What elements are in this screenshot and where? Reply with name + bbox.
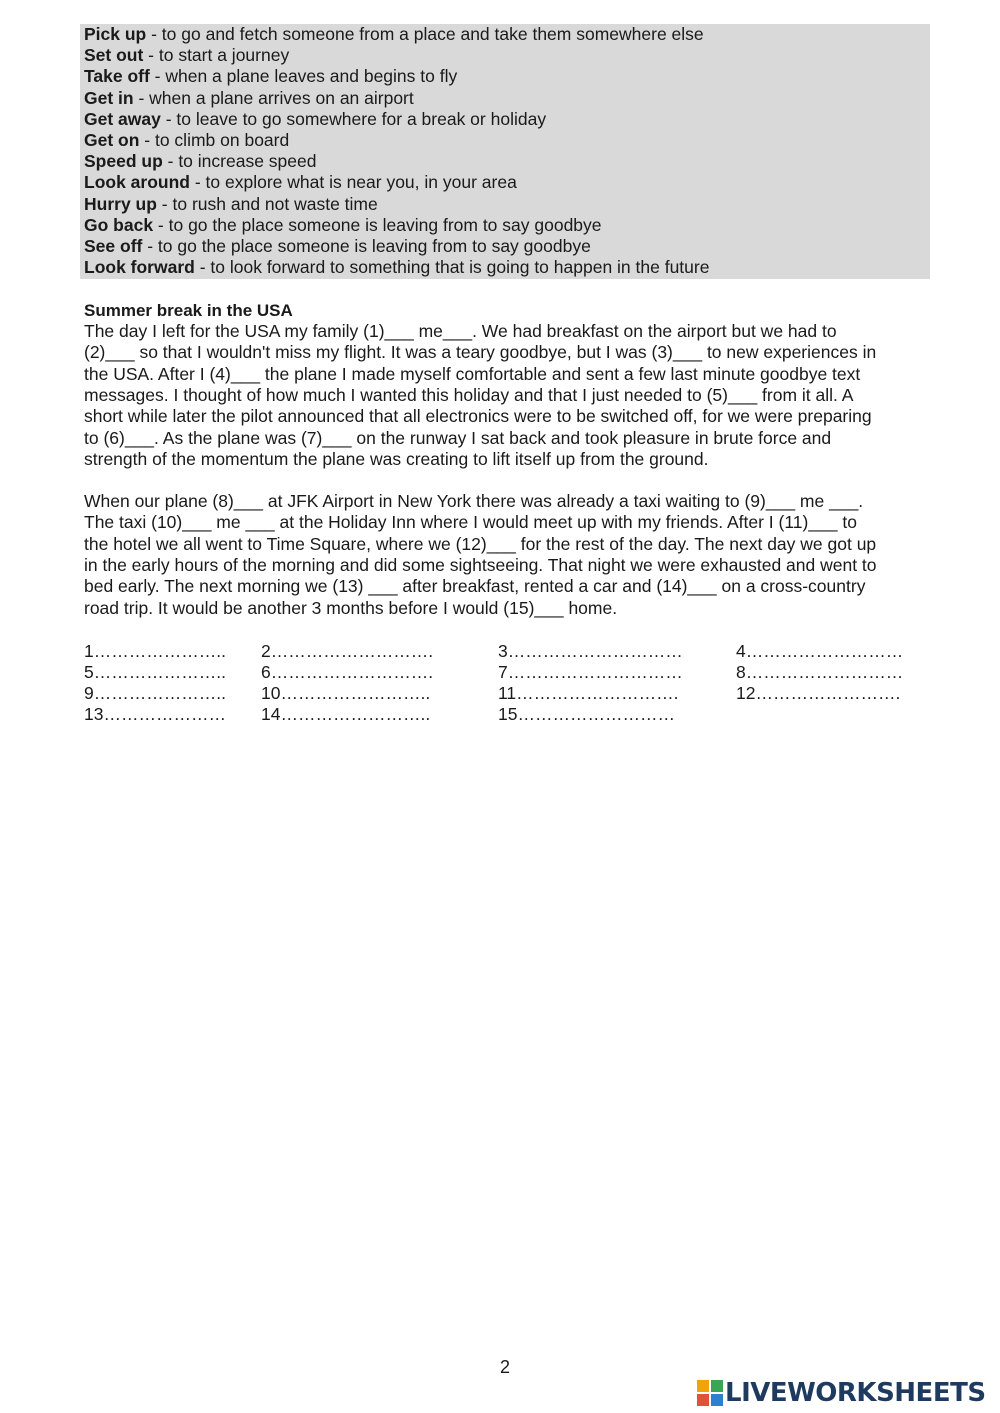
glossary-definition: - to go the place someone is leaving from to say goodbye	[153, 214, 602, 235]
glossary-term: Go back	[84, 214, 154, 235]
glossary-definition: - to look forward to something that is going to happen in the future	[194, 257, 710, 278]
glossary-definition: - to go the place someone is leaving from to say goodbye	[142, 236, 591, 256]
glossary-definition: - to go and fetch someone from a place and take them somewhere else	[146, 24, 704, 44]
answer-blank-14[interactable]: 14……………………..	[261, 704, 431, 724]
answer-blank-12[interactable]: 12…………………….	[736, 683, 901, 703]
glossary-item-go-back	[84, 215, 602, 236]
answer-blank-8[interactable]: 8………………………	[736, 662, 904, 682]
glossary-term: Pick up	[84, 24, 147, 44]
story-line: messages. I thought of how much I wanted this holiday and that I just needed to (5)___ from it all. A	[84, 384, 854, 405]
liveworksheets-logo[interactable]	[697, 1377, 986, 1409]
glossary-item-hurry-up	[84, 194, 378, 215]
glossary-item-speed-up	[84, 151, 316, 172]
answer-blank-2[interactable]: 2……………………….	[261, 641, 434, 661]
glossary-term: Get on	[84, 130, 140, 150]
glossary-definition: - to leave to go somewhere for a break or holiday	[160, 108, 547, 129]
logo-tile	[697, 1380, 709, 1392]
answer-blank-10[interactable]: 10……………………..	[261, 683, 431, 703]
answer-blank-15[interactable]: 15………………………	[498, 704, 675, 724]
glossary-term: Hurry up	[84, 193, 157, 214]
glossary-item-look-forward	[84, 257, 709, 278]
glossary-definition: - to increase speed	[162, 151, 317, 172]
answer-blank-6[interactable]: 6……………………….	[261, 662, 434, 682]
story-line: strength of the momentum the plane was creating to lift itself up from the ground.	[84, 448, 709, 469]
answer-blank-13[interactable]: 13…………………	[84, 704, 226, 724]
story-title: Summer break in the USA	[84, 301, 293, 320]
glossary-definition: - to explore what is near you, in your area	[189, 172, 517, 193]
answer-blank-4[interactable]: 4………………………	[736, 641, 904, 661]
glossary-term: Speed up	[84, 151, 163, 172]
story-line: in the early hours of the morning and did some sightseeing. That night we were exhausted and went to	[84, 554, 877, 575]
glossary-item-look-around	[84, 172, 517, 193]
answer-blank-9[interactable]: 9…………………..	[84, 683, 226, 703]
page-number: 2	[499, 1357, 510, 1377]
glossary-item-get-in	[84, 88, 414, 109]
story-line: The day I left for the USA my family (1)___ me___. We had breakfast on the airport but we had to	[84, 321, 837, 341]
logo-tile	[697, 1394, 709, 1406]
glossary-item-pick-up	[84, 24, 704, 45]
story-line: When our plane (8)___ at JFK Airport in New York there was already a taxi waiting to (9)___ me ___.	[84, 491, 864, 511]
glossary-term: See off	[84, 236, 143, 256]
answer-blank-1[interactable]: 1…………………..	[84, 641, 226, 661]
glossary-term: Get away	[84, 108, 161, 129]
answer-blank-11[interactable]: 11……………………….	[498, 683, 679, 703]
glossary-definition: - to rush and not waste time	[156, 193, 378, 214]
answer-blank-5[interactable]: 5…………………..	[84, 662, 226, 682]
glossary-term: Get in	[84, 87, 134, 108]
liveworksheets-logo-icon	[697, 1380, 723, 1406]
story-line: road trip. It would be another 3 months before I would (15)___ home.	[84, 597, 618, 618]
glossary-definition: - to start a journey	[143, 45, 290, 66]
glossary-item-see-off	[84, 236, 591, 257]
answer-blank-7[interactable]: 7…………………………	[498, 662, 683, 682]
story-line: the USA. After I (4)___ the plane I made myself comfortable and sent a few last minute goodbye text	[84, 363, 861, 384]
story-line: the hotel we all went to Time Square, where we (12)___ for the rest of the day. The next day we got up	[84, 533, 877, 554]
glossary-term: Look around	[84, 172, 190, 193]
logo-text: LIVEWORKSHEETS	[725, 1378, 986, 1408]
story-line: short while later the pilot announced that all electronics were to be switched off, for we were preparing	[84, 406, 872, 427]
story-line: (2)___ so that I wouldn't miss my flight. It was a teary goodbye, but I was (3)___ to new experiences in	[84, 342, 877, 363]
story-line: The taxi (10)___ me ___ at the Holiday Inn where I would meet up with my friends. After I (11)___ to	[84, 512, 857, 533]
logo-tile	[711, 1380, 723, 1392]
story-line: to (6)___. As the plane was (7)___ on the runway I sat back and took pleasure in brute force and	[84, 427, 832, 448]
story-line: bed early. The next morning we (13) ___ after breakfast, rented a car and (14)___ on a cross-country	[84, 576, 866, 597]
glossary-definition: - to climb on board	[139, 130, 290, 150]
glossary-term: Take off	[84, 66, 150, 87]
answer-blank-3[interactable]: 3…………………………	[498, 641, 683, 661]
glossary-term: Set out	[84, 45, 144, 66]
logo-tile	[711, 1394, 723, 1406]
glossary-definition: - when a plane arrives on an airport	[133, 87, 414, 108]
glossary-item-get-away	[84, 109, 546, 130]
glossary-definition: - when a plane leaves and begins to fly	[149, 66, 458, 87]
glossary-box	[80, 24, 930, 279]
glossary-item-get-on	[84, 130, 289, 151]
glossary-item-set-out	[84, 45, 289, 66]
glossary-item-take-off	[84, 66, 457, 87]
glossary-term: Look forward	[84, 257, 195, 278]
